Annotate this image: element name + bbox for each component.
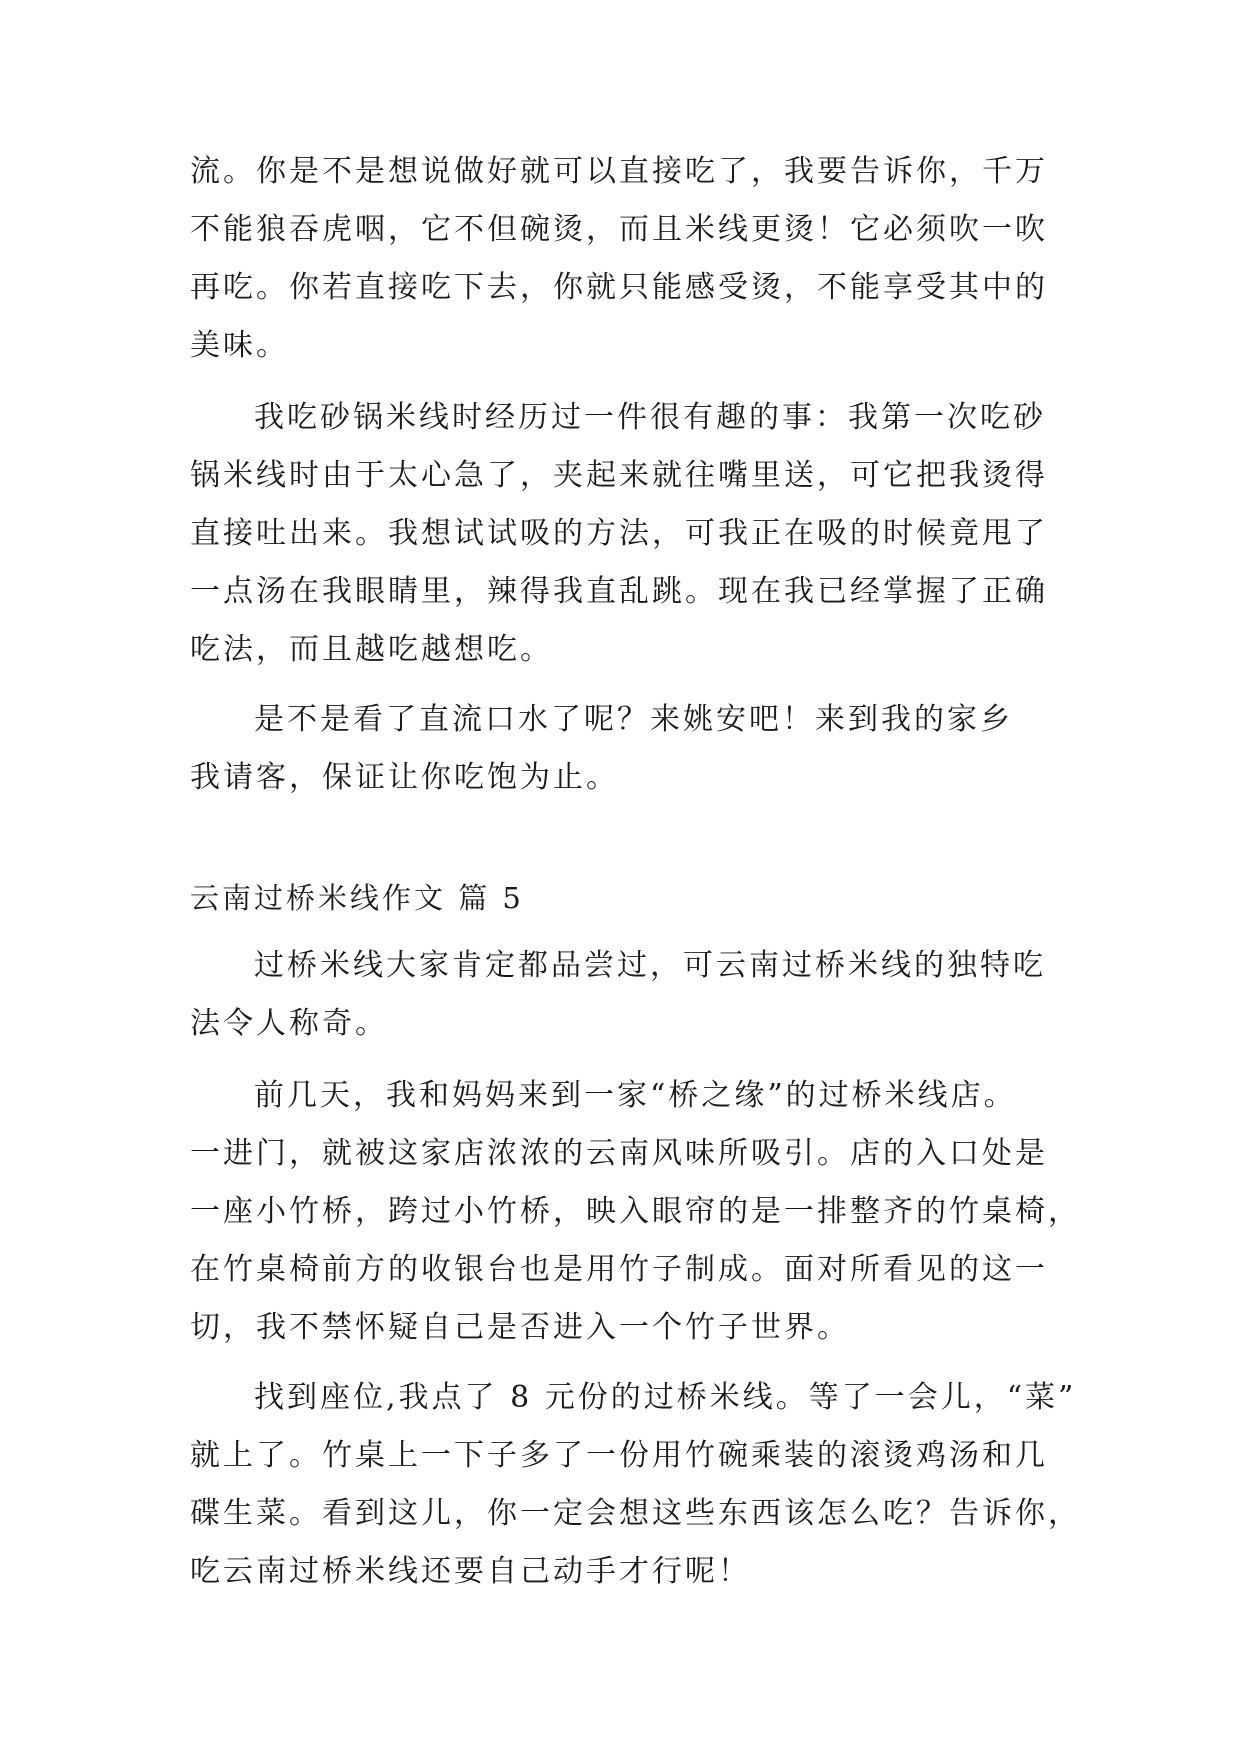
paragraph-line: 不能狼吞虎咽，它不但碗烫，而且米线更烫！它必须吹一吹 <box>190 212 1048 247</box>
paragraph-line: 前几天，我和妈妈来到一家“桥之缘”的过桥米线店。 <box>254 1078 1017 1113</box>
paragraph-line: 锅米线时由于太心急了，夹起来就往嘴里送，可它把我烫得 <box>190 458 1048 493</box>
section-title: 云南过桥米线作文 篇 5 <box>190 881 524 915</box>
paragraph-line: 美味。 <box>190 328 289 363</box>
paragraph-line: 碟生菜。看到这儿，你一定会想这些东西该怎么吃？告诉你， <box>190 1496 1081 1531</box>
paragraph-line: 再吃。你若直接吃下去，你就只能感受烫，不能享受其中的 <box>190 270 1048 305</box>
paragraph-line: 吃法，而且越吃越想吃。 <box>190 632 553 667</box>
paragraph-line: 直接吐出来。我想试试吸的方法，可我正在吸的时候竟甩了 <box>190 516 1048 551</box>
paragraph-line: 一点汤在我眼睛里，辣得我直乱跳。现在我已经掌握了正确 <box>190 574 1048 609</box>
paragraph-line: 一进门，就被这家店浓浓的云南风味所吸引。店的入口处是 <box>190 1136 1048 1171</box>
paragraph-line: 是不是看了直流口水了呢？来姚安吧！来到我的家乡 <box>254 702 1013 737</box>
paragraph-line: 吃云南过桥米线还要自己动手才行呢！ <box>190 1554 751 1589</box>
paragraph-line: 在竹桌椅前方的收银台也是用竹子制成。面对所看见的这一 <box>190 1252 1048 1287</box>
paragraph-line: 就上了。竹桌上一下子多了一份用竹碗乘装的滚烫鸡汤和几 <box>190 1438 1048 1473</box>
paragraph-line: 一座小竹桥，跨过小竹桥，映入眼帘的是一排整齐的竹桌椅， <box>190 1194 1081 1229</box>
paragraph-line: 法令人称奇。 <box>190 1006 388 1041</box>
paragraph-line: 流。你是不是想说做好就可以直接吃了，我要告诉你，千万 <box>190 154 1048 189</box>
paragraph-line: 找到座位,我点了 8 元份的过桥米线。等了一会儿，“菜” <box>254 1380 1077 1415</box>
paragraph-line: 切，我不禁怀疑自己是否进入一个竹子世界。 <box>190 1310 850 1345</box>
paragraph-line: 我请客，保证让你吃饱为止。 <box>190 760 619 795</box>
paragraph-line: 我吃砂锅米线时经历过一件很有趣的事：我第一次吃砂 <box>254 400 1046 435</box>
paragraph-line: 过桥米线大家肯定都品尝过，可云南过桥米线的独特吃 <box>254 948 1046 983</box>
